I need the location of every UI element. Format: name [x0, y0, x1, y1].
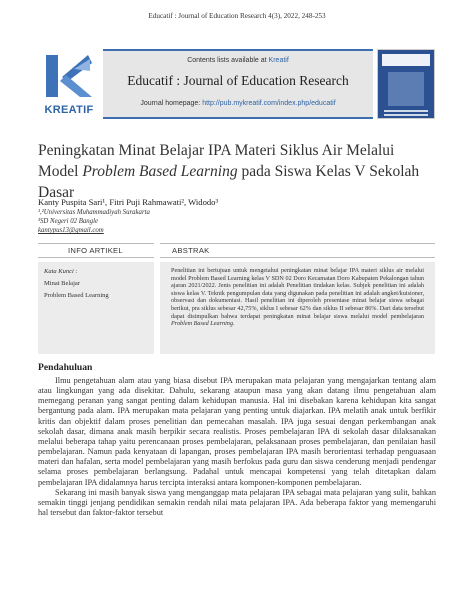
logo-text: KREATIF: [44, 104, 94, 116]
body-paragraph: Ilmu pengetahuan alam atau yang biasa disebut IPA merupakan mata pelajaran yang mengajarkan tentang alam atau lingkungan yang ada disekitar. Dahulu, sekarang ataupun masa yang akan datang ilmu pengetahuan alam memegang peranan yang sangat penting dalam kehidupan manusia. Hal ini disebakan karena kehidupan kita sangat bergantung pada alam. IPA merupakan mata pelajaran yang penting untuk diajarkan. IPA melatih anak untuk berfikir kritis dan objektif dalam proses penelitian dan pemecahan masalah. IPA juga sesuai dengan perkembangan anak sekolah dasar, dimana anak masih berpikir secara realistis. Proses pembelajaran IPA di sekolah dasar dilaksanakan melalui beberapa tahap yaitu perencanaan proses pembelajaran, pelaksanaan proses pembelajaran, dan penilaian hasil pembelajaran. Namun pada kenyataan di lapangan, proses pembelajaran IPA masih berorientasi terhadap penguasaan materi dan hafalan, serta model pembelajaran yang masih berfokus pada guru dan siswa cenderung menjadi pendengar selama proses pembelajaran berlangsung. Padahal untuk mencapai kompetensi yang telah ditetapkan dalam pembelajaran IPA didalamnya harus tercipta interaksi antara komponen-komponen pembelajaran.: [38, 376, 436, 487]
journal-name: Educatif : Journal of Education Research: [127, 73, 349, 88]
kreatif-logo: [38, 49, 100, 119]
journal-cover-thumbnail: [377, 49, 435, 119]
abstract-italic: Problem Based Learning: [171, 320, 233, 328]
section-heading: Pendahuluan: [38, 362, 93, 373]
article-title: [38, 140, 438, 203]
body-paragraph: Sekarang ini masih banyak siswa yang menganggap mata pelajaran IPA sebagai mata pelajaran yang sulit, bahkan semakin tinggi jenjang pendidikan semakin rendah nilai mata pelajaran IPA. Ada beberapa faktor yang memengaruhi hal tersebut dan faktor-faktor tersebut: [38, 487, 436, 518]
abstract-text: [171, 267, 424, 328]
contents-prefix: Contents lists available at: [187, 57, 267, 64]
journal-homepage: [103, 100, 373, 107]
running-head: Educatif : Journal of Education Research 4(3), 2022, 248-253: [148, 12, 326, 20]
keyword-item: Problem Based Learning: [44, 292, 109, 299]
journal-banner: [38, 49, 435, 119]
homepage-label: Journal homepage:: [140, 100, 201, 107]
affiliation-1: ¹,²Universitas Muhammadiyah Surakarta: [38, 209, 150, 216]
contents-link[interactable]: Kreatif: [268, 57, 289, 64]
keywords-label: Kata Kunci :: [44, 268, 78, 275]
contents-available: [103, 57, 373, 64]
article-info-header: INFO ARTIKEL: [38, 243, 154, 258]
section-body: [38, 376, 436, 518]
keyword-item: Minat Belajar: [44, 280, 80, 287]
abstract-header: ABSTRAK: [160, 243, 435, 258]
authors: Kanty Puspita Sari¹, Fitri Puji Rahmawati², Widodo³: [38, 197, 219, 207]
title-italic: Problem Based Learning: [82, 163, 238, 180]
affiliation-2: ³SD Negeri 02 Bangle: [38, 218, 98, 225]
title-part3: pada Siswa Kelas V Sekolah Dasar: [38, 163, 420, 201]
author-email[interactable]: kantypus13@gmail.com: [38, 227, 104, 234]
abstract-box: [160, 262, 435, 354]
banner-center: [103, 49, 373, 119]
kreatif-logo-mark-icon: [44, 53, 94, 99]
homepage-link[interactable]: http://pub.mykreatif.com/index.php/educatif: [202, 100, 336, 107]
abstract-end: .: [232, 320, 235, 328]
title-part1: Peningkatan Minat Belajar IPA Materi Siklus Air Melalui Model: [38, 142, 395, 180]
keywords-box: [38, 262, 154, 354]
abstract-main: Penelitian ini bertujuan untuk mengetahui peningkatan minat belajar IPA materi siklus air melalui model Problem Based Learning kelas V SDN 02 Doro Kecamatan Doro Kabupaten Pekalongan tahun ajaran 2021/2022. Jenis penelitian ini adalah Penelitian tindakan kelas. Subjek penelitian ini adalah siswa kelas V. Teknik pengumpulan data yang digunakan pada penelitian ini adalah angket/kuisioner, observasi dan dokumentasi. Hasil penelitian ini diperoleh presentase minat belajar siswa sebagai berikut, pra siklus sebesar 42,75%, siklus I sebesar 62% dan siklus II sebesar 86%. Dari data tersebut dapat disimpulkan bahwa terdapat peningkatan minat belajar siswa melalui model pembelajaran: [171, 267, 424, 320]
